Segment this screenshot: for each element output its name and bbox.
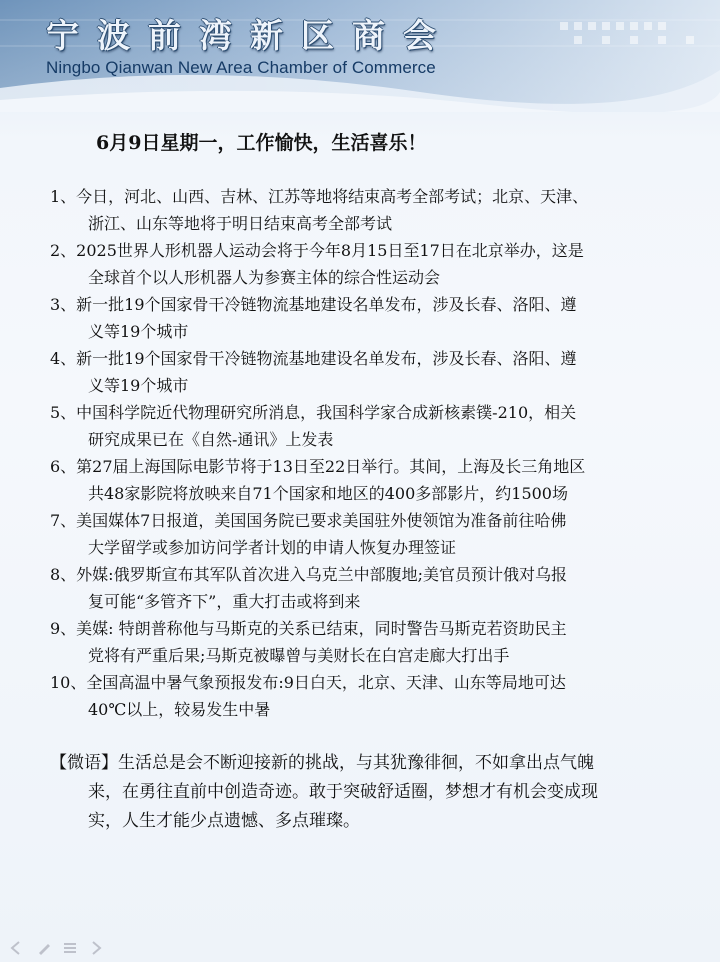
header-banner [0, 0, 720, 112]
news-item [50, 291, 680, 345]
news-item [50, 345, 680, 399]
pen-icon[interactable] [36, 940, 52, 956]
quote-lead: 【微语】生活总是会不断迎接新的挑战，与其犹豫徘徊，不如拿出点气魄 [50, 753, 594, 773]
news-item [50, 237, 680, 291]
slide-nav-controls [0, 936, 140, 962]
news-item-continuation: 大学留学或参加访问学者计划的申请人恢复办理签证 [88, 538, 457, 557]
news-item-continuation: 全球首个以人形机器人为参赛主体的综合性运动会 [88, 268, 441, 287]
news-item-line: 5、中国科学院近代物理研究所消息，我国科学家合成新核素镤-210，相关 [50, 403, 577, 422]
slide-prev-icon[interactable] [8, 940, 24, 956]
date-greeting: 6月9日星期一，工作愉快，生活喜乐！ [96, 132, 427, 154]
news-item-continuation: 浙江、山东等地将于明日结束高考全部考试 [88, 214, 393, 233]
news-item-line: 7、美国媒体7日报道，美国国务院已要求美国驻外使领馆为准备前往哈佛 [50, 511, 567, 530]
news-item-continuation: 40℃以上，较易发生中暑 [88, 700, 271, 719]
news-item-continuation: 党将有严重后果;马斯克被曝曾与美财长在白宫走廊大打出手 [88, 646, 510, 665]
daily-quote [50, 749, 680, 836]
news-item-continuation: 义等19个城市 [88, 322, 189, 341]
news-item [50, 453, 680, 507]
news-item-continuation: 复可能“多管齐下”，重大打击或将到来 [88, 592, 361, 611]
slide-next-icon[interactable] [88, 940, 104, 956]
news-list [50, 183, 680, 723]
menu-icon[interactable] [62, 940, 78, 956]
news-item [50, 561, 680, 615]
chamber-title-chinese: 宁波前湾新区商会 [46, 16, 454, 55]
quote-line: 来，在勇往直前中创造奇迹。敢于突破舒适圈，梦想才有机会变成现 [88, 782, 598, 802]
news-item-line: 1、今日，河北、山西、吉林、江苏等地将结束高考全部考试；北京、天津、 [50, 187, 589, 206]
news-item-line: 4、新一批19个国家骨干冷链物流基地建设名单发布，涉及长春、洛阳、遵 [50, 349, 577, 368]
chamber-title-english: Ningbo Qianwan New Area Chamber of Commerce [46, 58, 436, 77]
news-item-line: 9、美媒: 特朗普称他与马斯克的关系已结束，同时警告马斯克若资助民主 [50, 619, 567, 638]
news-item-continuation: 研究成果已在《自然-通讯》上发表 [88, 430, 334, 449]
news-item [50, 399, 680, 453]
news-item [50, 615, 680, 669]
news-item-continuation: 共48家影院将放映来自71个国家和地区的400多部影片，约1500场 [88, 484, 568, 503]
news-item [50, 669, 680, 723]
news-item-line: 6、第27届上海国际电影节将于13日至22日举行。其间，上海及长三角地区 [50, 457, 586, 476]
quote-line: 实，人生才能少点遗憾、多点璀璨。 [88, 811, 360, 831]
news-item [50, 507, 680, 561]
news-item-continuation: 义等19个城市 [88, 376, 189, 395]
news-item-line: 8、外媒:俄罗斯宣布其军队首次进入乌克兰中部腹地;美官员预计俄对乌报 [50, 565, 567, 584]
news-item-line: 3、新一批19个国家骨干冷链物流基地建设名单发布，涉及长春、洛阳、遵 [50, 295, 577, 314]
news-item-line: 2、2025世界人形机器人运动会将于今年8月15日至17日在北京举办，这是 [50, 241, 584, 260]
news-item-line: 10、全国高温中暑气象预报发布:9日白天，北京、天津、山东等局地可达 [50, 673, 566, 692]
news-item [50, 183, 680, 237]
